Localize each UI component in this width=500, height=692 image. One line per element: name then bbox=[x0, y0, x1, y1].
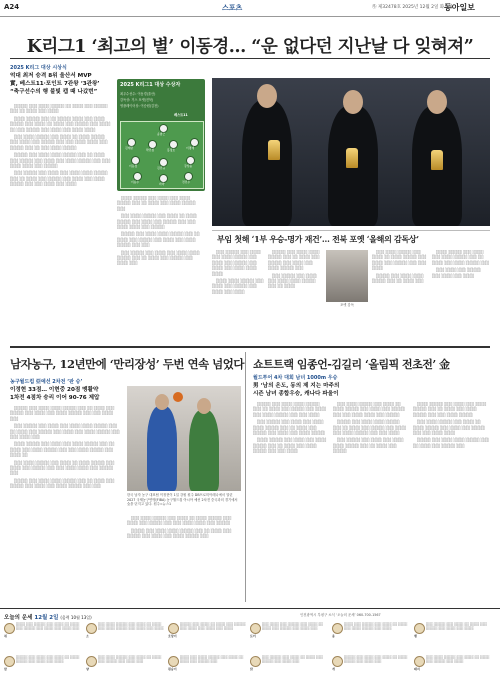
coach-portrait-caption: 포옛 감독 bbox=[340, 303, 354, 307]
fortune-item: 소 ░░░ ░░░░ ░░░░░ ░░░ ░░░░ ░░ ░░░░ ░░░ ░░░░ ░░░░░ ░░░ ░░░░ ░░░ ░░░░ bbox=[86, 622, 164, 638]
player-df1: 김태환 bbox=[127, 138, 136, 147]
coach-award-headline: 부임 첫해 ‘1부 우승-명가 재건’… 전북 포옛 ‘올해의 감독상’ bbox=[217, 234, 419, 244]
player-gk: 송범근 bbox=[159, 124, 168, 133]
infobox-title: 2025 K리그1 대상 수상자 bbox=[120, 82, 181, 88]
second-story-col3: ░░░ ░░░░ ░░░░░ ░░░ ░░░░ ░░ ░░░░ ░░░░░ ░░░ ░░░░ ░░░ ░░░░░ ░░░ ░░░ ░░░░ ░░░░░ ░░░ ░░░░ ░░░░ ░░░░░ ░░░ ░░ ░░░░ ░░░ bbox=[372, 250, 427, 284]
paper-name: 동아일보 bbox=[444, 2, 475, 12]
player-fw3: 전진우 bbox=[184, 172, 193, 181]
infobox-young: 영플레이어상: 이승원(김천) bbox=[120, 104, 159, 108]
issue-info: ㉾ 제32478호 2025년 12월 2일 화요일 bbox=[372, 5, 453, 10]
fortune-grid bbox=[4, 622, 496, 688]
player-df2: 박진섭 bbox=[148, 140, 157, 149]
basketball-headline: 남자농구, 12년만에 ‘만리장성’ 두번 연속 넘었다 bbox=[10, 357, 244, 371]
tiger-icon bbox=[168, 623, 179, 634]
top-story-body-mid: ░░░░ ░░░░░ ░░░ ░░░░ ░░░ ░░░░ ░░░░░ ░░░ ░░ ░░░░ ░░░ ░░░░ ░░░░░ ░░░ ░░░ ░░░░ ░░░░░ ░░░ ░░░░ ░░ ░░░░ ░░░░░ ░░░ ░░░░ ░░░ ░░░░░ ░░░ ░░░ ░░░░ ░░░░ ░░░ ░░░░░ ░░░░░ ░░░ ░░░░ ░░░░ ░░░░░ ░░░ ░░ ░░░░ ░░░ ░░░░░ ░░░ ░░░░ ░░░ ░░░░ ░░░░░ ░░░ ░░░ ░░░ ░░░░░ ░░░ ░░░░ ░░░ ░░░░ ░░░░ ░░░░░ ░░░ ░░ ░░░░ ░░░ ░░░░░ ░░░ ░░░░ ░░░ bbox=[117, 196, 200, 266]
fortune-item: 뱀 ░░░ ░░░░░ ░░░ ░░░░ ░░ ░░░░ ░░░ ░░░░░ ░░░ ░░░░ ░░░ ░░░░ bbox=[414, 622, 488, 638]
award-winners-photo bbox=[212, 78, 490, 226]
second-story-col1: ░░░ ░░░░░ ░░░ ░░░░ ░░░ ░░░░ ░░░░░ ░░░ ░░░░ ░░░ ░░░░░ ░░░ ░░░░ ░░░ ░░░░ ░░░░ ░░░░ ░░░░ ░░░░ ░░░░░ ░░░ ░░░░ ░░░ ░░░░░ ░░░ ░░░░ ░░░ ░░░░ bbox=[212, 250, 264, 294]
dragon-icon bbox=[332, 623, 343, 634]
fortune-item: 용 ░░░░ ░░░ ░░░░░ ░░░ ░░░░ ░░ ░░░░ ░░░ ░░░░ ░░░░░ ░░░ ░░░░ bbox=[332, 622, 408, 638]
player-mf1: 이동경 bbox=[131, 156, 140, 165]
st-subhead-2: 男 ‘남의 온도, 동의 제 지는 마주의 bbox=[253, 383, 340, 389]
headline-rule bbox=[10, 58, 490, 59]
basketball-body-right: ░░░ ░░░░ ░░░░░ ░░░ ░░░░ ░░ ░░░░ ░░░░░ ░░░ ░░░░ ░░░ ░░░░░ ░░░ ░░░ ░░░░ ░░░░ ░░░ ░░░░░ ░░░░░ ░░░ ░░░░ ░░░░ ░░░░░ ░░░ ░░ ░░░░ ░░░ ░░░░░ ░░░ ░░░░ ░░░ ░░░░ ░░░░░ ░░░ bbox=[127, 516, 232, 539]
player-fw2: 싸박 bbox=[159, 174, 168, 183]
basketball-photo bbox=[127, 386, 241, 491]
player-df4: 이명재 bbox=[190, 138, 199, 147]
fortune-item: 원숭이 ░░░░ ░░░ ░░░░ ░░░░░ ░░░ ░░░░ ░░ ░░░░ ░░░ ░░░░░ ░░░ bbox=[168, 655, 244, 671]
shorttrack-subheads bbox=[253, 374, 491, 398]
fortune-item: 토끼 ░░░ ░░░░ ░░░ ░░░░░ ░░░ ░░░░ ░░ ░░░░ ░░░ ░░░░░ ░░░ ░░░░ ░░░ bbox=[250, 622, 324, 638]
shorttrack-body-2: ░░░ ░░░░ ░░░░░ ░░░ ░░░░ ░░ ░░░░ ░░░░░ ░░░ ░░░░ ░░░ ░░░░░ ░░░ ░░░ ░░░░ ░░░░ ░░░ ░░░░░ ░░░░░ ░░░ ░░░░ ░░░░ ░░░░░ ░░░ ░░ ░░░░ ░░░ ░░░░░ ░░░ ░░░░ ░░░ ░░░░ ░░░░░ ░░░ ░░░ ░░░░ ░░░ ░░░░░ ░░░ ░░░░ ░░░ ░░░░ ░░░░ ░░░░░ ░░░ ░░ ░░░░ ░░░ ░░░░░ bbox=[333, 402, 407, 454]
st-subhead-1: 월드투어 4차 대회 남녀 1000m 우승 bbox=[253, 375, 338, 381]
fortune-item: 양 ░░░ ░░░░ ░░░░░ ░░░ ░░░░ ░░ ░░░░ ░░░ ░░░░░ ░░░ ░░░░ ░░░ bbox=[86, 655, 162, 671]
main-headline: K리그1 ‘최고의 별’ 이동경… “운 없다던 지난날 다 잊혀져” bbox=[26, 37, 474, 57]
fortune-title: 오늘의 운세 12월 2일 (음력 10월 13일) bbox=[4, 615, 92, 621]
fortune-item: 호랑이 ░░░░░ ░░░ ░░░░ ░░ ░░░░ ░░░ ░░░░░ ░░░ ░░░░ ░░░ ░░░░ ░░░ ░░░░ bbox=[168, 622, 246, 638]
subhead-event: 2025 K리그 대상 시상식 bbox=[10, 65, 67, 71]
pig-icon bbox=[414, 656, 425, 667]
snake-icon bbox=[414, 623, 425, 634]
top-subheads bbox=[10, 64, 112, 96]
shorttrack-headline: 쇼트트랙 임종언-김길리 ‘올림픽 전초전’ 金 bbox=[253, 358, 450, 371]
subhead-2: 實, 베스트11·포인트 7관왕 ‘3관왕’ bbox=[10, 81, 100, 87]
bball-subhead-3: 1차전 4점차 승리 이어 90-76 제압 bbox=[10, 395, 100, 401]
player-fw1: 이승우 bbox=[133, 172, 142, 181]
fortune-item: 닭 ░░░ ░░░░░ ░░░ ░░░░ ░░ ░░░░ ░░░ ░░░░░ ░░░ ░░░░ ░░░ bbox=[250, 655, 324, 671]
best11-label: 베스트11 bbox=[174, 113, 188, 117]
infobox-mvp: 최우수선수: 이동경(울산) bbox=[120, 92, 156, 96]
coach-portrait bbox=[326, 250, 368, 302]
shorttrack-body-3: ░░░░ ░░░░░ ░░░ ░░░░ ░░░ ░░░░ ░░░░░ ░░░ ░░ ░░░░ ░░░ ░░░░ ░░░░░ ░░░ ░░░ ░░░░ ░░░░░ ░░░ ░░░░ ░░░░░ ░░░ ░░░░ ░░ ░░░░ ░░░░░ ░░░ ░░░░ ░░░ ░░░░░ ░░░ ░░░ ░░░░ ░░░░ ░░░░░ ░░░ ░░░░ ░░░░ ░░░░░ ░░░ ░░ ░░░░ ░░░ ░░░░░ ░░░ bbox=[413, 402, 490, 448]
ox-icon bbox=[86, 623, 97, 634]
bball-subhead-1: 농구월드컵 亞예선 2차전 ‘판 승’ bbox=[10, 379, 83, 385]
subhead-1: 억대 최저 승격 8위 울산서 MVP bbox=[10, 73, 92, 79]
section-divider bbox=[10, 346, 490, 348]
best11-field bbox=[120, 121, 204, 189]
fortune-item: 개 ░░░░░ ░░░ ░░░░ ░░░ ░░░░ ░░ ░░░░ ░░░░░ ░░░ ░░░░ ░░░ bbox=[332, 655, 408, 671]
page-number: A24 bbox=[4, 3, 20, 11]
shorttrack-body-1: ░░░░░ ░░░ ░░░░ ░░░░ ░░░░░ ░░░ ░░ ░░░░ ░░░ ░░░░░ ░░░ ░░░░ ░░░ ░░░░ ░░░░░ ░░░ ░░░ ░░░░ ░░░ ░░░░░ ░░░ ░░░░ ░░░ ░░░░ ░░░░ ░░░░░ ░░░ ░░ ░░░░ ░░░ ░░░░░ ░░░ ░░░░ ░░░ ░░░░ ░░░░░ ░░░░ ░░░░░ ░░░ ░░░░ ░░░ ░░░░ ░░░░░ ░░░ ░░ ░░░░ ░░░ ░░░░ ░░░░░ ░░░ ░░░ ░░░░ bbox=[253, 402, 327, 454]
monkey-icon bbox=[168, 656, 179, 667]
rat-icon bbox=[4, 623, 15, 634]
player-mf3: 강상윤 bbox=[186, 156, 195, 165]
player-mf2: 김진규 bbox=[159, 158, 168, 167]
basketball-caption: 한국 남자 농구 대표팀 이정현이 1일 강원 원주 DB프로미아레나에서 열린 2027 국제농구연맹(FIBA) 농구월드컵 아시아 예선 2차전 중국과의 경기에서 슛을 던지고 있다. 원주=뉴스1 bbox=[127, 493, 238, 507]
fortune-item: 돼지 ░░░ ░░░░ ░░░░░ ░░░ ░░░░ ░░ ░░░░ ░░░ ░░░░░ ░░░ ░░░░ bbox=[414, 655, 490, 671]
fortune-item: 말 ░░░░░ ░░░ ░░░░ ░░░ ░░░░ ░░ ░░░░ ░░░░░ ░░░ ░░░░ ░░░ ░░░░ bbox=[4, 655, 80, 671]
page-header bbox=[0, 0, 500, 17]
fortune-contact: 인천광역시 부평구 소식 ‘오늘의 운세’ 060-700-1567 bbox=[300, 613, 381, 617]
rabbit-icon bbox=[250, 623, 261, 634]
st-subhead-3: 시즌 남녀 종합우승, 캐나다 파울이 bbox=[253, 391, 339, 397]
section-label: 스포츠 bbox=[222, 4, 243, 12]
dog-icon bbox=[332, 656, 343, 667]
top-story-body-left: ░░░░░ ░░░ ░░░░ ░░░░░ ░░ ░░░░ ░░░ ░░░░░ ░░░ ░░ ░░░░ ░░░ ░░░░ ░░░░ ░░░░░ ░░░ ░░ ░░░░░ ░░░░ ░░░ ░░░░ ░░░░░ ░░░ ░░░░ ░░ ░░░░ ░░░ ░░░░░ ░░░ ░░░░ ░░ ░░░ ░░░░░ ░░░ ░░░░ ░░░ ░░░░ ░░░░ ░░░ ░░░░ ░░░░░ ░░░ ░░░░ ░░ ░░░░ ░░░░░ ░░░ ░░░░ ░░░ ░░░░░ ░░░ ░░░ ░░░░ ░░░░ ░░░ ░░░░░ ░░░ ░░ ░░░ ░░░░ ░░░░░ ░░░░░ ░░░ ░░░░ ░░░░ ░░░░░ ░░░ ░░ ░░░░ ░░░ ░░░░░ ░░░ ░░░░ ░░░ ░░░░ ░░░░░ ░░░ ░░░ ░░░░ ░░░░ ░░░ ░░░░░ ░░░ ░░░░░ ░░░ ░░░░ ░░░ ░░░░ ░░░░ ░░░░░ ░░░ ░░ ░░░░ ░░░ ░░░░░ ░░░ ░░░░ ░░░ ░░░░ ░░░░░ ░░░ ░░░ ░░░░ ░░░ ░░░░ bbox=[10, 104, 111, 187]
horse-icon bbox=[4, 656, 15, 667]
sheep-icon bbox=[86, 656, 97, 667]
player-df3: 홍정호 bbox=[169, 140, 178, 149]
rooster-icon bbox=[250, 656, 261, 667]
second-story-col2: ░░░░░ ░░░ ░░░░ ░░░░ ░░░░░ ░░░ ░░ ░░░░ ░░░ ░░░░░ ░░░ ░░░░ ░░░ ░░░░ ░░░░░ ░░░ ░░░ ░░░░░ ░░░ ░░░░ ░░░ ░░░░ ░░░░ ░░░░░ ░░░ ░░ ░░░░ bbox=[268, 250, 320, 289]
awards-infobox bbox=[117, 79, 205, 191]
fortune-item: 쥐 ░░░░ ░░░ ░░░░░ ░░░ ░░░░ ░░ ░░░░ ░░░ ░░░░░ ░░░ ░░░░ ░░░ ░░░░ ░░░ bbox=[4, 622, 80, 638]
bball-subhead-2: 이정현 33점… 이현중 20점 맹활약 bbox=[10, 387, 99, 393]
basketball-body-left: ░░░░░ ░░░ ░░░░ ░░░░ ░░░░░ ░░░ ░░ ░░░░ ░░░ ░░░░░ ░░░ ░░░░ ░░░ ░░░░ ░░░░░ ░░░ ░░░ ░░░░ ░░░ ░░░ ░░░░░ ░░░ ░░░░ ░░░ ░░░░ ░░░░ ░░░░░ ░░░ ░░ ░░░░ ░░░ ░░░░░ ░░░ ░░░░ ░░░ ░░░░ ░░░░░ ░░░ ░░░ ░░░░ ░░░ ░░░░ ░░░░░ ░░░ ░░░░ ░░░ ░░░░ ░░░░░ ░░░ ░░ ░░░░ ░░░ ░░░░ ░░░░░ ░░░ ░░░ ░░░░ ░░░░░ ░░░ ░░░░ ░░ ░░░ ░░░░ ░░░░░ ░░░ ░░░░ ░░ ░░░░ ░░░░░ ░░░ ░░░░ ░░░ ░░░░░ ░░░ ░░░ ░░░░ ░░░░ ░░░ ░░░░░ ░░░ ░░░░░ ░░░ ░░░░ ░░░░ ░░░░░ ░░░ ░░ ░░░░ ░░░ ░░░░░ ░░░ ░░░░ ░░░ ░░░░ ░░░░░ ░░░ ░░░ bbox=[10, 406, 120, 489]
basketball-ball bbox=[173, 392, 183, 402]
column-divider bbox=[245, 352, 246, 602]
infobox-coach: 감독상: 거스 포옛(전북) bbox=[120, 98, 154, 102]
second-story-col4: ░░░░ ░░░░░ ░░░ ░░░░ ░░░ ░░░░ ░░░░░ ░░░ ░░ ░░░░ ░░░ ░░░░ ░░░░░ ░░░ ░░░ ░░░░ ░░░ ░░░░░ ░░░ ░░░░ ░░░ ░░░░ bbox=[432, 250, 490, 278]
subhead-3: “축구선수의 행 불빛 캡 때 나갔번” bbox=[10, 89, 98, 95]
